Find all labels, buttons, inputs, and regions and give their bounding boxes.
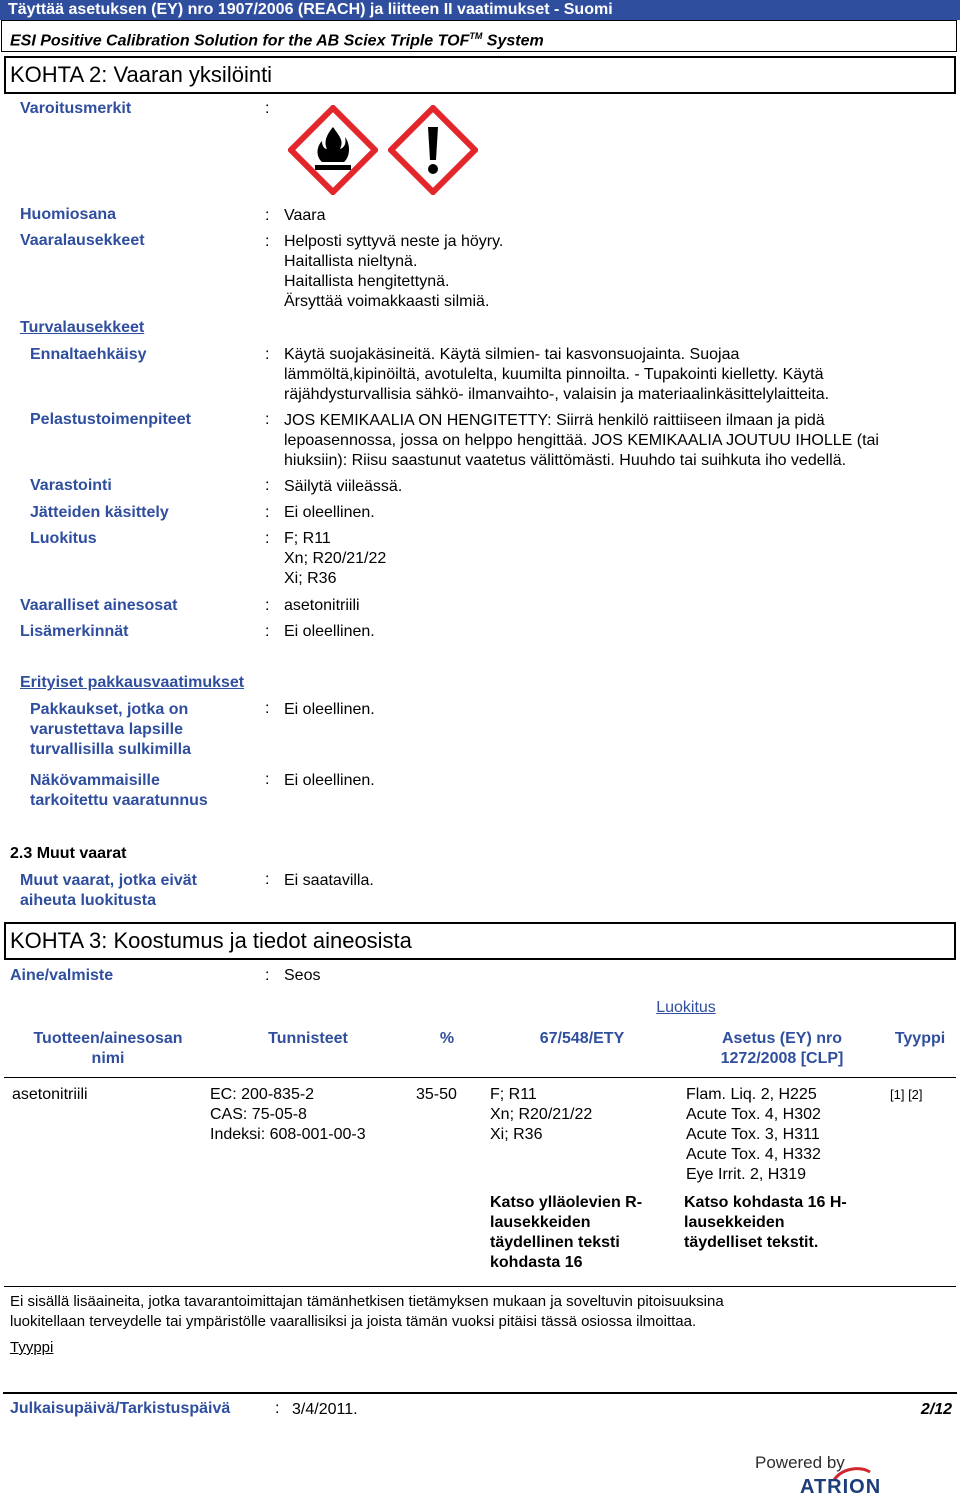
note-line: lausekkeiden [684, 1214, 785, 1231]
pakkaukset-label [30, 700, 191, 760]
identifier: CAS: 75-05-8 [210, 1106, 307, 1123]
aine-value: Seos [284, 967, 321, 984]
col-header-name [8, 1029, 208, 1069]
header-line: Tuotteen/ainesosan [33, 1030, 183, 1047]
col-header-tyyppi: Tyyppi [894, 1030, 946, 1047]
pelastus-text [284, 411, 879, 471]
composition-note [10, 1292, 724, 1332]
label-line: Näkövammaisille [30, 772, 160, 789]
colon: : [265, 623, 270, 640]
classification: Xn; R20/21/22 [490, 1106, 593, 1123]
text-line: Xi; R36 [284, 570, 337, 587]
table-divider [4, 1286, 956, 1287]
colon: : [275, 1400, 280, 1417]
erityiset-label: Erityiset pakkausvaatimukset [20, 674, 245, 691]
label-line: turvallisilla sulkimilla [30, 741, 191, 758]
colon: : [265, 233, 270, 250]
classification: Eye Irrit. 2, H319 [686, 1166, 807, 1183]
ennaltaehkaisy-text [284, 345, 829, 405]
ety-note [490, 1193, 642, 1273]
flame-icon [288, 105, 378, 195]
product-name-bar [1, 20, 957, 52]
huomiosana-label: Huomiosana [20, 206, 117, 223]
huomiosana-value: Vaara [284, 207, 326, 224]
clp-note [684, 1193, 847, 1253]
note-line: kohdasta 16 [490, 1254, 583, 1271]
text-line: lämmöltä,kipinöiltä, avotulelta, kuumilta pinnoilta. - Tupakointi kielletty. Käytä [284, 366, 824, 383]
jatteiden-value: Ei oleellinen. [284, 504, 375, 521]
vaaralausekkeet-text [284, 232, 503, 312]
trademark: TM [469, 31, 483, 41]
row-clp [686, 1085, 821, 1185]
powered-by-text: Powered by [755, 1453, 845, 1472]
regulation-banner: Täyttää asetuksen (EY) nro 1907/2006 (REACH) ja liitteen II vaatimukset - Suomi [0, 0, 960, 20]
col-header-ety: 67/548/ETY [539, 1030, 625, 1047]
colon: : [265, 530, 270, 547]
text-line: räjähdysturvallisia sähkö- ilmanvaihto-, valaisin ja materiaalinkäsittelylaitteita. [284, 386, 830, 403]
footer-date-label: Julkaisupäivä/Tarkistuspäivä [10, 1400, 231, 1417]
vaaralausekkeet-label: Vaaralausekkeet [20, 232, 145, 249]
lisamerkinnat-label: Lisämerkinnät [20, 623, 129, 640]
label-line: varustettava lapsille [30, 721, 183, 738]
varastointi-value: Säilytä viileässä. [284, 478, 403, 495]
colon: : [265, 967, 270, 984]
turvalausekkeet-label: Turvalausekkeet [20, 319, 145, 336]
colon: : [265, 100, 270, 117]
label-line: tarkoitettu vaaratunnus [30, 792, 208, 809]
colon: : [265, 411, 270, 428]
row-identifiers [210, 1085, 366, 1145]
colon: : [265, 771, 270, 788]
label-line: aiheuta luokitusta [20, 892, 157, 909]
header-line: 1272/2008 [CLP] [720, 1050, 844, 1067]
section3-title: KOHTA 3: Koostumus ja tiedot aineosista [4, 922, 956, 960]
note-line: täydellinen teksti [490, 1234, 620, 1251]
colon: : [265, 346, 270, 363]
pelastus-label: Pelastustoimenpiteet [30, 411, 191, 428]
colon: : [265, 597, 270, 614]
colon: : [265, 871, 270, 888]
note-line: Katso ylläolevien R- [490, 1194, 643, 1211]
exclamation-icon [388, 105, 478, 195]
hazard-statement: Haitallista nieltynä. [284, 253, 418, 270]
row-percent: 35-50 [416, 1086, 457, 1103]
note-line: luokitellaan terveydelle tai ympäristölle vaarallisiksi ja joista tämän vuoksi pitäisi tässä osiossa ilmoittaa. [10, 1313, 697, 1330]
text-line: Käytä suojakäsineitä. Käytä silmien- tai kasvonsuojainta. Suojaa [284, 346, 740, 363]
colon: : [265, 477, 270, 494]
classification: Acute Tox. 4, H302 [686, 1106, 821, 1123]
header-line: nimi [91, 1050, 125, 1067]
text-line: F; R11 [284, 530, 331, 547]
col-header-clp [690, 1029, 874, 1069]
muut-vaarat-label [20, 871, 197, 911]
page-number: 2/12 [920, 1401, 952, 1418]
hazard-statement: Helposti syttyvä neste ja höyry. [284, 233, 504, 250]
identifier: EC: 200-835-2 [210, 1086, 315, 1103]
identifier: Indeksi: 608-001-00-3 [210, 1126, 366, 1143]
note-line: Katso kohdasta 16 H- [684, 1194, 847, 1211]
section2-title: KOHTA 2: Vaaran yksilöinti [4, 56, 956, 94]
atrion-logo: ATRION [800, 1476, 882, 1498]
classification: Acute Tox. 4, H332 [686, 1146, 821, 1163]
note-line: lausekkeiden [490, 1214, 591, 1231]
classification: Flam. Liq. 2, H225 [686, 1086, 817, 1103]
muut-vaarat-value: Ei saatavilla. [284, 872, 374, 889]
text-line: Xn; R20/21/22 [284, 550, 387, 567]
luokitus-text [284, 529, 386, 589]
muut-vaarat-heading: 2.3 Muut vaarat [10, 845, 127, 862]
jatteiden-label: Jätteiden käsittely [30, 504, 169, 521]
text-line: hiuksiin): Riisu saastunut vaatetus välittömästi. Huuhdo tai suihkuta iho vedellä. [284, 452, 847, 469]
text-line: lepoasennossa, jossa on helppo hengittää. JOS KEMIKAALIA JOUTUU IHOLLE (tai [284, 432, 879, 449]
ennaltaehkaisy-label: Ennaltaehkäisy [30, 346, 147, 363]
note-line: täydelliset tekstit. [684, 1234, 819, 1251]
footer-date-value: 3/4/2011. [292, 1401, 358, 1418]
pakkaukset-value: Ei oleellinen. [284, 701, 375, 718]
vaaralliset-label: Vaaralliset ainesosat [20, 597, 178, 614]
lisamerkinnat-value: Ei oleellinen. [284, 623, 375, 640]
col-header-tunnisteet: Tunnisteet [268, 1030, 348, 1047]
varoitusmerkit-label: Varoitusmerkit [20, 100, 132, 117]
classification: F; R11 [490, 1086, 537, 1103]
row-name: asetonitriili [12, 1086, 88, 1103]
row-ety [490, 1085, 592, 1145]
hazard-statement: Haitallista hengitettynä. [284, 273, 450, 290]
col-header-percent: % [439, 1030, 455, 1047]
label-line: Pakkaukset, jotka on [30, 701, 189, 718]
note-line: Ei sisällä lisäaineita, jotka tavarantoimittajan tämänhetkisen tietämyksen mukaan ja soveltuvin pitoisuuksina [10, 1293, 724, 1310]
nakovammaisille-label [30, 771, 208, 811]
header-line: Asetus (EY) nro [721, 1030, 842, 1047]
aine-label: Aine/valmiste [10, 967, 114, 984]
classification: Acute Tox. 3, H311 [686, 1126, 820, 1143]
colon: : [265, 504, 270, 521]
text-line: JOS KEMIKAALIA ON HENGITETTY: Siirrä henkilö raittiiseen ilmaan ja pidä [284, 412, 825, 429]
luokitus-group-header: Luokitus [656, 999, 716, 1016]
product-suffix: System [486, 32, 544, 50]
classification: Xi; R36 [490, 1126, 543, 1143]
table-divider [4, 1077, 956, 1078]
row-tyyppi: [1] [2] [890, 1087, 923, 1102]
label-line: Muut vaarat, jotka eivät [20, 872, 197, 889]
nakovammaisille-value: Ei oleellinen. [284, 772, 375, 789]
vaaralliset-value: asetonitriili [284, 597, 360, 614]
varastointi-label: Varastointi [30, 477, 112, 494]
tyyppi-link[interactable]: Tyyppi [10, 1339, 54, 1356]
colon: : [265, 207, 270, 224]
hazard-statement: Ärsyttää voimakkaasti silmiä. [284, 293, 490, 310]
colon: : [265, 700, 270, 717]
product-name: ESI Positive Calibration Solution for the AB Sciex Triple TOF [10, 32, 470, 50]
luokitus-label: Luokitus [30, 530, 97, 547]
footer-divider [3, 1392, 957, 1394]
